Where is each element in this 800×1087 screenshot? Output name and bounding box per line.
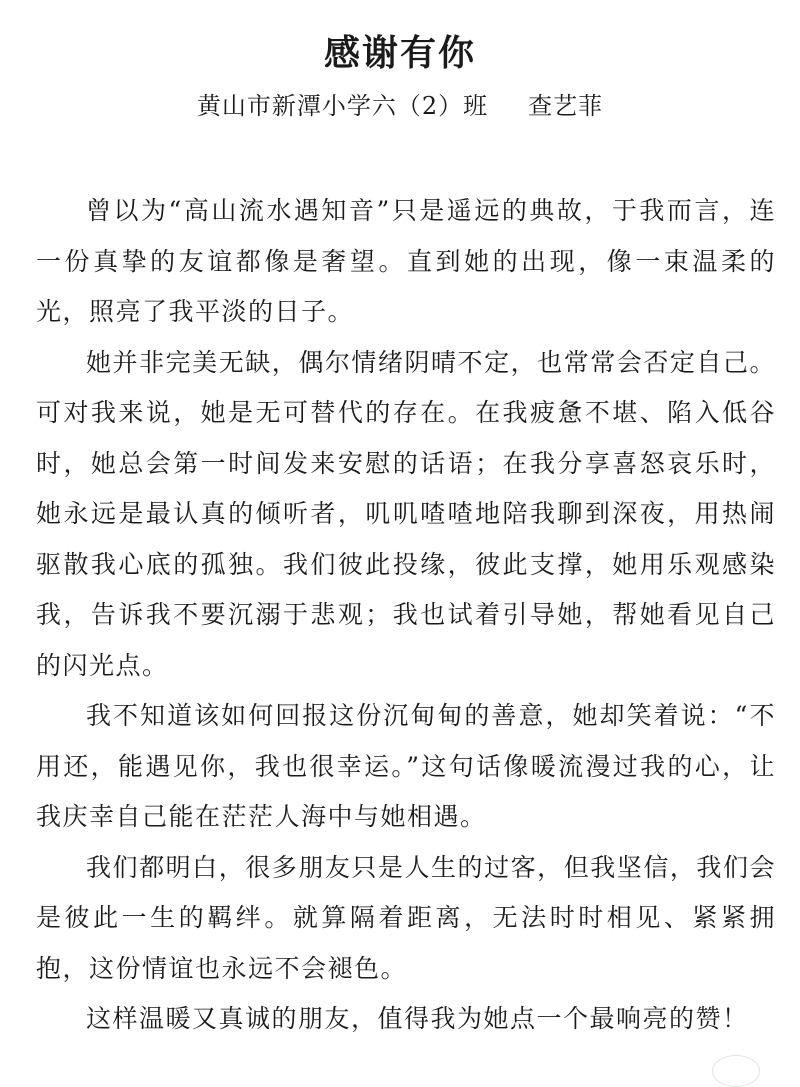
author-byline (0, 88, 800, 124)
paragraph: 我不知道该如何回报这份沉甸甸的善意，她却笑着说：“不用还，能遇见你，我也很幸运。”这句话像暖流漫过我的心，让我庆幸自己能在茫茫人海中与她相遇。 (36, 701, 776, 831)
paragraph: 曾以为“高山流水遇知音”只是遥远的典故，于我而言，连一份真挚的友谊都像是奢望。直到她的出现，像一束温柔的光，照亮了我平淡的日子。 (36, 196, 776, 326)
essay-body (36, 186, 776, 1045)
author-class: 黄山市新潭小学六（2）班 (196, 92, 489, 120)
corner-watermark (712, 1055, 760, 1087)
paragraph: 这样温暖又真诚的朋友，值得我为她点一个最响亮的赞！ (86, 1004, 749, 1033)
paragraph: 我们都明白，很多朋友只是人生的过客，但我坚信，我们会是彼此一生的羁绊。就算隔着距离，无法时时相见、紧紧拥抱，这份情谊也永远不会褪色。 (36, 852, 776, 983)
document-title: 感谢有你 (323, 33, 476, 74)
author-name: 查艺菲 (528, 92, 604, 120)
paragraph: 她并非完美无缺，偶尔情绪阴晴不定，也常常会否定自己。可对我来说，她是无可替代的存在。在我疲惫不堪、陷入低谷时，她总会第一时间发来安慰的话语；在我分享喜怒哀乐时，她永远是最认真的倾听者，叽叽喳喳地陪我聊到深夜，用热闹驱散我心底的孤独。我们彼此投缘，彼此支撑，她用乐观感染我，告诉我不要沉溺于悲观；我也试着引导她，帮她看见自己的闪光点。 (36, 347, 776, 680)
